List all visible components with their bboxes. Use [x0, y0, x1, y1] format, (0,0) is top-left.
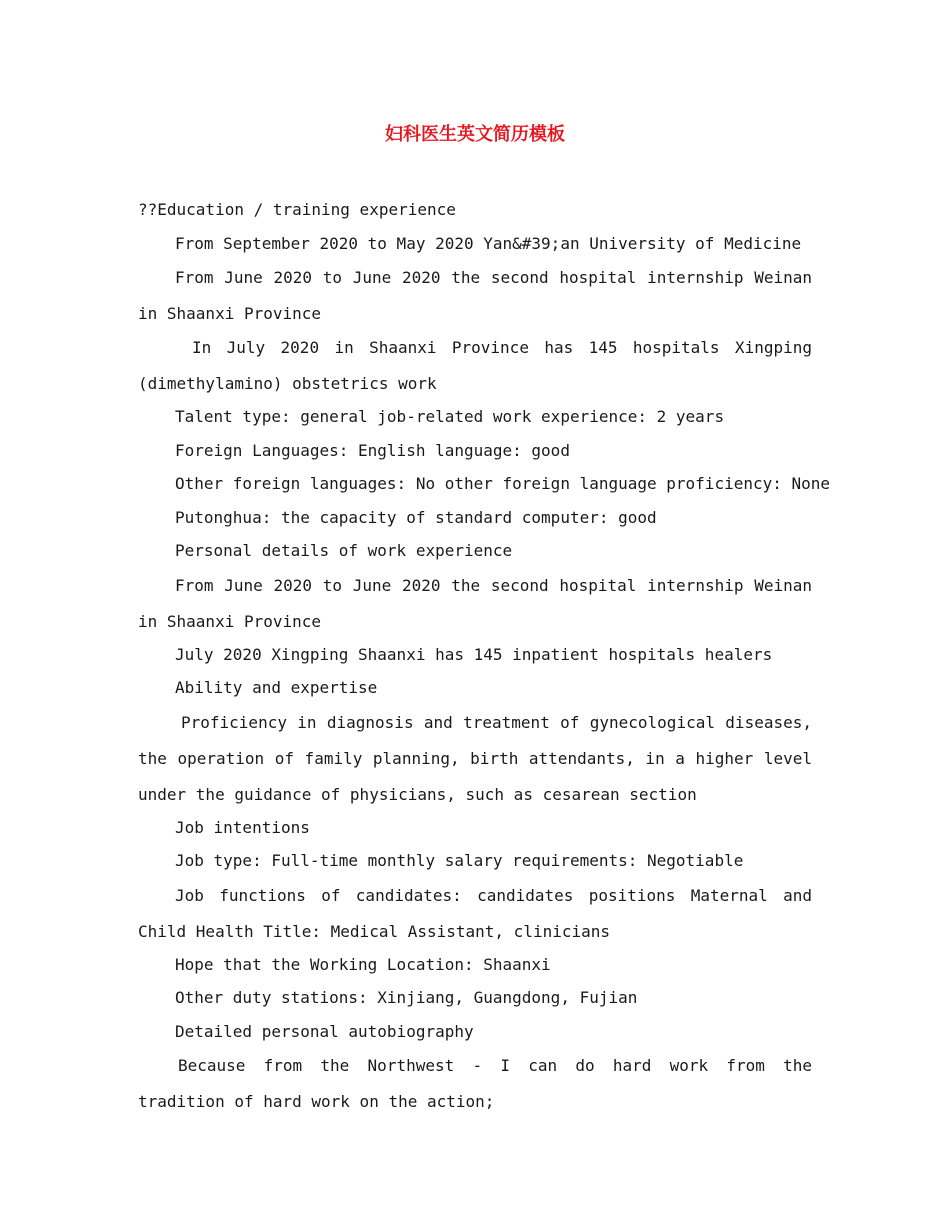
paragraph-talent-type: Talent type: general job-related work experience: 2 years	[175, 407, 725, 426]
paragraph-education-2: From June 2020 to June 2020 the second hospital internship Weinan in Shaanxi Province	[138, 268, 812, 323]
paragraph-other-duty-stations: Other duty stations: Xinjiang, Guangdong, Fujian	[175, 988, 638, 1007]
section-heading-ability: Ability and expertise	[175, 678, 378, 697]
paragraph-work-2: July 2020 Xingping Shaanxi has 145 inpatient hospitals healers	[175, 644, 773, 664]
paragraph-work-1: From June 2020 to June 2020 the second hospital internship Weinan in Shaanxi Province	[138, 575, 812, 631]
paragraph-putonghua: Putonghua: the capacity of standard computer: good	[175, 507, 657, 527]
section-heading-job-intentions: Job intentions	[175, 817, 310, 837]
paragraph-education-3: In July 2020 in Shaanxi Province has 145 hospitals Xingping (dimethylamino) obstetrics work	[138, 338, 812, 393]
paragraph-other-languages: Other foreign languages: No other foreign language proficiency: None	[175, 474, 831, 493]
paragraph-ability: Proficiency in diagnosis and treatment of gynecological diseases, the operation of family planning, birth attendants, in a higher level under the guidance of physicians, such as cesarean section	[138, 712, 812, 804]
paragraph-job-functions: Job functions of candidates: candidates positions Maternal and Child Health Title: Medical Assistant, clinicians	[138, 885, 812, 941]
paragraph-working-location: Hope that the Working Location: Shaanxi	[175, 954, 551, 974]
paragraph-education-1: From September 2020 to May 2020 Yan&#39;an University of Medicine	[175, 233, 802, 253]
paragraph-job-type: Job type: Full-time monthly salary requirements: Negotiable	[175, 851, 744, 870]
section-heading-work-experience: Personal details of work experience	[175, 541, 513, 560]
paragraph-autobiography: Because from the Northwest - I can do hard work from the tradition of hard work on the action;	[138, 1056, 812, 1111]
section-heading-autobiography: Detailed personal autobiography	[175, 1021, 474, 1041]
document-body	[138, 193, 831, 1118]
document-title: 妇科医生英文简历模板	[385, 124, 565, 145]
section-heading-education: ??Education / training experience	[138, 200, 456, 219]
paragraph-foreign-languages: Foreign Languages: English language: good	[175, 440, 570, 460]
